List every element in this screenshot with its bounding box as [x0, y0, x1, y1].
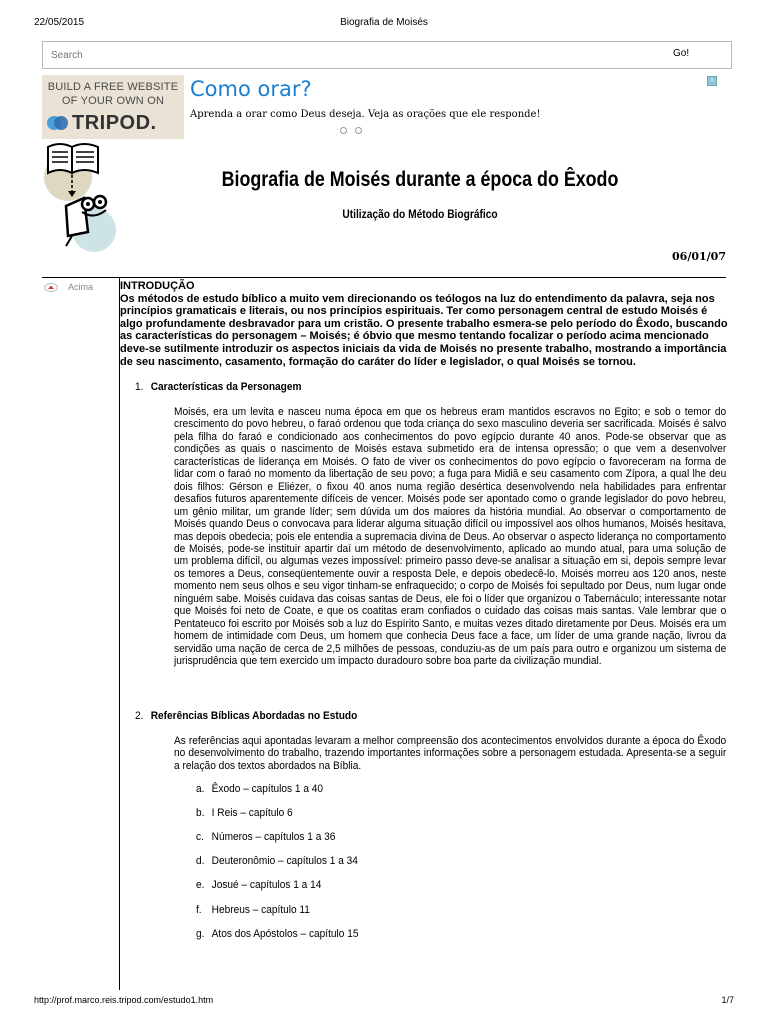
- tripod-logo-text: TRIPOD.: [72, 112, 157, 134]
- print-date: 22/05/2015: [34, 17, 85, 28]
- list-item-text: Números – capítulos 1 a 36: [211, 831, 336, 843]
- list-item-letter: g.: [196, 928, 205, 940]
- list-item: [196, 904, 310, 916]
- list-item-letter: f.: [196, 904, 202, 916]
- print-page-number: 1/7: [721, 995, 734, 1005]
- section-title: Características da Personagem: [150, 381, 302, 393]
- content-divider: [42, 277, 726, 278]
- adchoices-icon[interactable]: i: [707, 76, 717, 86]
- sidebar-divider: [119, 277, 120, 990]
- tripod-logo: [46, 112, 176, 134]
- list-item-text: Hebreus – capítulo 11: [211, 904, 310, 916]
- section-body-text: As referências aqui apontadas levaram a melhor compreensão dos acontecimentos envolvidos durante a época do Êxodo no desenvolvimento do trabalho, trazendo importantes informações sobre a personagem estudada. Apresenta-se a seguir a relação dos textos abordados na Bíblia.: [174, 735, 727, 772]
- section-heading: [135, 381, 301, 393]
- nav-up-label: Acima: [68, 282, 94, 292]
- list-item-letter: b.: [196, 807, 205, 819]
- list-item-letter: c.: [196, 831, 204, 843]
- page-subtitle: Utilização do Método Biográfico: [342, 207, 498, 221]
- introduction: [120, 280, 728, 368]
- list-item: [196, 928, 358, 940]
- section-heading: [135, 710, 357, 722]
- print-page-title: Biografia de Moisés: [340, 17, 428, 28]
- list-item-text: Êxodo – capítulos 1 a 40: [211, 783, 324, 795]
- list-item-text: Josué – capítulos 1 a 14: [211, 879, 322, 891]
- ad-carousel-dot-2[interactable]: [355, 127, 362, 134]
- article-date: 06/01/07: [672, 250, 726, 263]
- ad-banner-line1: BUILD A FREE WEBSITE: [47, 81, 179, 93]
- search-bar: [42, 41, 732, 69]
- print-footer-url: http://prof.marco.reis.tripod.com/estudo1.htm: [34, 995, 214, 1005]
- introduction-heading: INTRODUÇÃO: [120, 280, 195, 292]
- tripod-logo-icon: [46, 112, 70, 134]
- list-item-text: Deuteronômio – capítulos 1 a 34: [211, 855, 358, 867]
- list-item-text: I Reis – capítulo 6: [211, 807, 293, 819]
- list-item-letter: a.: [196, 783, 205, 795]
- ad-banner-line2: OF YOUR OWN ON: [61, 95, 165, 107]
- search-input[interactable]: [43, 42, 643, 68]
- nav-up-link[interactable]: [44, 283, 120, 293]
- tripod-banner-ad[interactable]: [42, 75, 184, 139]
- section-body: [174, 406, 727, 668]
- section-body: [174, 735, 727, 772]
- search-go-button[interactable]: Go!: [673, 48, 690, 59]
- list-item: [196, 879, 321, 891]
- section-title: Referências Bíblicas Abordadas no Estudo: [150, 710, 358, 722]
- list-item-text: Atos dos Apóstolos – capítulo 15: [211, 928, 359, 940]
- list-item: [196, 855, 358, 867]
- section-number: 1.: [135, 381, 144, 393]
- page-title: Biografia de Moisés durante a época do Êxodo: [221, 168, 619, 191]
- list-item-letter: e.: [196, 879, 205, 891]
- ad-description: Aprenda a orar como Deus deseja. Veja as orações que ele responde!: [190, 109, 541, 120]
- section-body-text: Moisés, era um levita e nasceu numa época em que os hebreus eram mantidos escravos no Egito; e sob o temor do crescimento do povo hebreu, o faraó ordenou que toda criança do sexo masculino deveria ser sacrificada. Moisés é salvo pela filha do faraó e condicionado aos conhecimentos do povo egípcio durante 40 anos. Pode-se observar que as condições as quais o nascimento de Moisés estava submetido era de intensa opressão; o que vem a desenvolver características de liderança em Moisés. O fato de viver os conhecimentos do povo egípcio o favoreceram na forma de lidar com o faraó no momento da libertação de seu povo; a fuga para Midiã e seu casamento com Zípora, a qual lhe deu dois filhos: Gérson e Eliézer, o fixou 40 anos numa região desértica desenvolvendo nela habilidades para enfrentar desafios futuros aparentemente difíceis de vencer. Moisés pode ser apontado como o grande legislador do povo hebreu, um gênio militar, um grande líder; sem dúvida um dos maiores da história mundial. Ao observar o comportamento de Moisés quando Deus o convocava para liderar alguma situação difícil ou impossível aos olhos humanos, Moisés hesitava, mas depois obedecia; pois ele entendia a supremacia divina de Deus. Ao observar o aspecto liderança no comportamento de Moisés, pode-se instituir apartir daí um método de desenvolvimento, aplicado ao mundo atual, para uma solução de um problema difícil, ou algumas vezes impossível: primeiro passo deve-se analisar a situação em si, depois sempre levar os temores a Deus, conseqüentemente ouvir a resposta Dele, e depois obedecê-lo. Moisés morreu aos 120 anos, neste momento nem seus olhos e seu vigor tinham-se enfraquecido; o corpo de Moisés foi sepultado por Deus, num lugar onde ninguém sabe. Moisés cuidava das coisas santas de Deus, ele foi o líder que organizou o Tabernáculo; interessante notar que Moisés foi neto de Coate, e que os coatitas eram confiados o cuidado das coisas mais santas. Vale lembrar que o Pentateuco foi escrito por Moisés sob a luz do Espírito Santo, e muitas vezes ditado diretamente por Deus. Moisés era um homem de intimidade com Deus, um homem que conhecia Deus face a face, um líder de uma grande nação, livrou da servidão uma nação de cerca de 2,5 milhões de pessoas, conduziu-as de um país para outro e organizou um sistema de jurisprudência que tem exercido um impacto duradouro sobre boa parte da civilização mundial.: [174, 406, 727, 668]
- list-item: [196, 831, 335, 843]
- introduction-text: Os métodos de estudo bíblico a muito vem direcionando os teólogos na luz do entendimento da palavra, seja nos princípios gramaticais e literais, ou nos princípios espirituais. Ter como personagem central de estudo Moisés é algo profundamente desbravador para um cristão. O presente trabalho esmera-se pelo período do Êxodo, buscando as características do personagem – Moisés; é óbvio que mesmo tentando focalizar o período acima mencionado deve-se sutilmente introduzir os aspectos iniciais da vida de Moisés no presente trabalho, mostrando a importância de seu nascimento, casamento, formação do caráter do líder e legislador, o qual Moisés se tornou.: [120, 292, 728, 368]
- section-number: 2.: [135, 710, 144, 722]
- ad-headline-link[interactable]: Como orar?: [190, 77, 312, 101]
- ad-carousel-dot-1[interactable]: [340, 127, 347, 134]
- list-item: [196, 807, 293, 819]
- list-item-letter: d.: [196, 855, 205, 867]
- up-arrow-icon: [44, 283, 58, 292]
- list-item: [196, 783, 323, 795]
